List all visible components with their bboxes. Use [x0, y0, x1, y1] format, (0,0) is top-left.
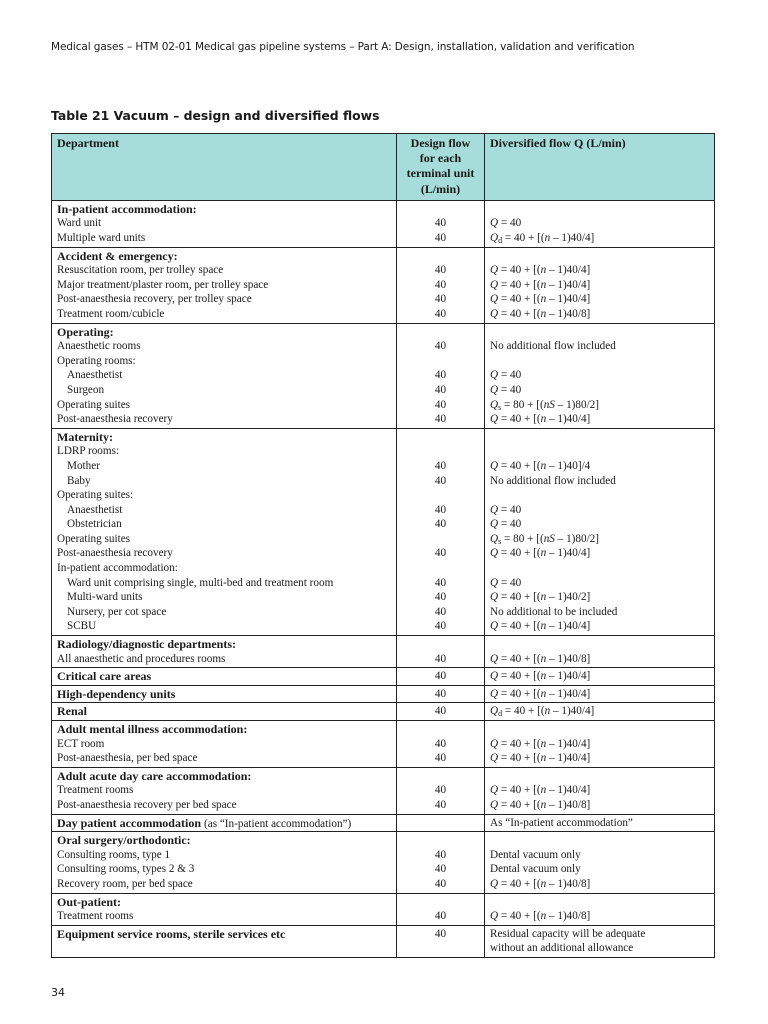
design-flow-value: 40 — [434, 518, 447, 531]
department-cell — [52, 636, 397, 668]
department-name: SCBU — [67, 620, 97, 633]
department-cell — [52, 814, 397, 832]
diversified-flow-value — [490, 561, 709, 576]
table-row — [52, 703, 715, 721]
column-header-diversified-flow: Diversified flow Q (L/min) — [485, 134, 715, 201]
design-flow-value: 40 — [434, 620, 447, 633]
diversified-flow-value: $Q_d = 40 + [(n - 1)40/4]$ — [490, 705, 595, 719]
diversified-flow-value: Q = 40 — [490, 217, 522, 230]
table-body — [52, 200, 715, 957]
department-name: Treatment rooms — [57, 784, 134, 797]
diversified-flow-value: Q = 40 — [490, 503, 522, 516]
design-flow-value: 40 — [434, 340, 447, 353]
diversified-flow-value: Q = 40 — [490, 576, 522, 589]
diversified-flow-value — [490, 488, 709, 503]
design-flow-value: 40 — [434, 670, 447, 683]
diversified-flow-cell — [485, 200, 715, 247]
diversified-flow-cell — [485, 323, 715, 428]
diversified-flow-value: Q = 40 — [490, 383, 522, 396]
design-flow-value — [402, 833, 479, 848]
diversified-flow-cell — [485, 247, 715, 323]
table-row — [52, 685, 715, 703]
table-row — [52, 925, 715, 957]
diversified-flow-value — [490, 444, 709, 459]
table-title: Table 21 Vacuum – design and diversified flows — [51, 108, 380, 123]
table-row — [52, 814, 715, 832]
diversified-flow-value: Q = 40 + [(n – 1)40/4] — [490, 293, 591, 306]
table-row — [52, 323, 715, 428]
diversified-flow-value: $Q_s = 80 + [(nS - 1)80/2]$ — [490, 398, 599, 412]
diversified-flow-cell — [485, 721, 715, 768]
table-row — [52, 832, 715, 893]
design-flow-value: 40 — [434, 605, 447, 618]
design-flow-value: 40 — [434, 576, 447, 589]
design-flow-value: 40 — [434, 278, 447, 291]
design-flow-value: 40 — [434, 232, 447, 244]
diversified-flow-value — [490, 354, 709, 369]
design-flow-cell — [397, 428, 485, 635]
department-group-title: Maternity: — [57, 429, 113, 444]
department-name: ECT room — [57, 737, 105, 750]
department-cell — [52, 668, 397, 686]
design-flow-cell — [397, 200, 485, 247]
diversified-flow-value: Residual capacity will be adequate — [490, 927, 646, 940]
diversified-flow-value: No additional flow included — [490, 340, 616, 353]
diversified-flow-value: Q = 40 + [(n – 1)40/4] — [490, 547, 591, 560]
department-group-title: Adult acute day care accommodation: — [57, 768, 252, 783]
design-flow-value: 40 — [434, 369, 447, 382]
design-flow-value — [402, 202, 479, 217]
diversified-flow-value — [490, 637, 709, 652]
department-group-title: In-patient accommodation: — [57, 201, 197, 216]
diversified-flow-value: Q = 40 + [(n – 1)40]/4 — [490, 459, 591, 472]
table-row — [52, 767, 715, 814]
design-flow-value — [402, 561, 479, 576]
design-flow-value — [402, 249, 479, 264]
department-group-title: Radiology/diagnostic departments: — [57, 637, 237, 652]
department-name: Anaesthetic rooms — [57, 340, 141, 353]
department-name: Treatment room/cubicle — [57, 307, 165, 320]
department-group-title: Equipment service rooms, sterile services etc — [57, 926, 286, 941]
diversified-flow-value: $Q_s = 80 + [(nS - 1)80/2]$ — [490, 532, 599, 546]
diversified-flow-cell — [485, 814, 715, 832]
department-name: Post-anaesthesia recovery per bed space — [57, 798, 237, 811]
department-name: Obstetrician — [67, 518, 122, 531]
design-flow-value: 40 — [434, 798, 447, 811]
design-flow-cell — [397, 685, 485, 703]
diversified-flow-value — [490, 895, 709, 910]
design-flow-value: 40 — [434, 503, 447, 516]
design-flow-value: 40 — [434, 398, 447, 411]
diversified-flow-value — [490, 833, 709, 848]
department-group-note: (as “In-patient accommodation”) — [204, 817, 352, 830]
design-flow-value: 40 — [434, 474, 447, 487]
design-flow-cell — [397, 247, 485, 323]
design-flow-value: 40 — [434, 547, 447, 560]
table-row — [52, 668, 715, 686]
department-name: Post-anaesthesia, per bed space — [57, 752, 198, 765]
design-flow-value: 40 — [434, 848, 447, 861]
department-name: Operating rooms: — [57, 354, 136, 367]
diversified-flow-value: Q = 40 + [(n – 1)40/8] — [490, 307, 591, 320]
design-flow-value — [402, 816, 479, 831]
department-name: All anaesthetic and procedures rooms — [57, 652, 226, 665]
table-row — [52, 721, 715, 768]
diversified-flow-value: Dental vacuum only — [490, 863, 581, 876]
department-group-title: Operating: — [57, 324, 114, 339]
department-group-title: Out-patient: — [57, 894, 121, 909]
department-name: Anaesthetist — [67, 503, 123, 516]
department-name: LDRP rooms: — [57, 445, 120, 458]
diversified-flow-cell — [485, 668, 715, 686]
diversified-flow-cell — [485, 703, 715, 721]
diversified-flow-value: Q = 40 + [(n – 1)40/8] — [490, 877, 591, 890]
design-flow-cell — [397, 832, 485, 893]
diversified-flow-value: Q = 40 — [490, 369, 522, 382]
diversified-flow-cell — [485, 636, 715, 668]
design-flow-cell — [397, 703, 485, 721]
diversified-flow-value: Q = 40 + [(n – 1)40/8] — [490, 652, 591, 665]
department-name: Treatment rooms — [57, 910, 134, 923]
department-cell — [52, 200, 397, 247]
design-flow-value — [402, 769, 479, 784]
table-row — [52, 247, 715, 323]
design-flow-value: 40 — [434, 264, 447, 277]
diversified-flow-value: As “In-patient accommodation” — [490, 816, 633, 829]
diversified-flow-value: Q = 40 + [(n – 1)40/4] — [490, 784, 591, 797]
design-flow-value: 40 — [434, 927, 447, 940]
design-flow-cell — [397, 893, 485, 925]
design-flow-cell — [397, 668, 485, 686]
department-group-title: Critical care areas — [57, 669, 152, 684]
diversified-flow-value: Q = 40 + [(n – 1)40/4] — [490, 264, 591, 277]
diversified-flow-value: Q = 40 + [(n – 1)40/4] — [490, 670, 591, 683]
department-name: Post-anaesthesia recovery, per trolley space — [57, 293, 252, 306]
diversified-flow-value — [490, 430, 709, 445]
design-flow-value: 40 — [434, 784, 447, 797]
design-flow-value: 40 — [434, 705, 447, 718]
design-flow-cell — [397, 323, 485, 428]
diversified-flow-value — [490, 769, 709, 784]
design-flow-value — [402, 488, 479, 503]
design-flow-value — [402, 354, 479, 369]
department-name: Surgeon — [67, 383, 105, 396]
department-name: Ward unit comprising single, multi-bed and treatment room — [67, 576, 334, 589]
diversified-flow-value: Q = 40 + [(n – 1)40/4] — [490, 620, 591, 633]
column-header-design-flow: Design flow for each terminal unit (L/min) — [397, 134, 485, 201]
table-row — [52, 893, 715, 925]
department-name: Consulting rooms, types 2 & 3 — [57, 863, 195, 876]
department-name: Multi-ward units — [67, 591, 143, 604]
design-flow-value: 40 — [434, 752, 447, 765]
department-name: Recovery room, per bed space — [57, 877, 193, 890]
department-name: Multiple ward units — [57, 232, 146, 244]
department-name: Nursery, per cot space — [67, 605, 167, 618]
diversified-flow-value: Q = 40 + [(n – 1)40/4] — [490, 278, 591, 291]
department-cell — [52, 247, 397, 323]
design-flow-cell — [397, 814, 485, 832]
department-name: Operating suites: — [57, 489, 134, 502]
diversified-flow-value: Q = 40 + [(n – 1)40/4] — [490, 737, 591, 750]
department-name: Consulting rooms, type 1 — [57, 848, 171, 861]
department-cell — [52, 428, 397, 635]
design-flow-value: 40 — [434, 652, 447, 665]
table-row — [52, 200, 715, 247]
department-group-title: High-dependency units — [57, 686, 176, 701]
design-flow-value: 40 — [434, 591, 447, 604]
department-name: Post-anaesthesia recovery — [57, 547, 173, 560]
diversified-flow-value: Q = 40 + [(n – 1)40/2] — [490, 591, 591, 604]
diversified-flow-value — [490, 325, 709, 340]
vacuum-flows-table — [51, 133, 715, 958]
design-flow-cell — [397, 721, 485, 768]
department-name: Ward unit — [57, 217, 102, 230]
design-flow-value: 40 — [434, 293, 447, 306]
department-group-title: Day patient accommodation (as “In-patient accommodation”) — [57, 815, 352, 830]
running-header: Medical gases – HTM 02-01 Medical gas pipeline systems – Part A: Design, installation, validation and verification — [51, 41, 635, 53]
table-header-row — [52, 134, 715, 201]
department-group-title: Renal — [57, 704, 87, 719]
department-group-title: Oral surgery/orthodontic: — [57, 833, 191, 848]
department-name: Resuscitation room, per trolley space — [57, 264, 224, 277]
department-name: Anaesthetist — [67, 369, 123, 382]
diversified-flow-value — [490, 202, 709, 217]
table-row — [52, 428, 715, 635]
department-cell — [52, 721, 397, 768]
diversified-flow-value: Q = 40 + [(n – 1)40/8] — [490, 910, 591, 923]
diversified-flow-cell — [485, 685, 715, 703]
design-flow-value — [402, 895, 479, 910]
page-number: 34 — [51, 986, 65, 999]
table-row — [52, 636, 715, 668]
diversified-flow-value: Q = 40 + [(n – 1)40/4] — [490, 687, 591, 700]
diversified-flow-value: $Q_d = 40 + [(n - 1)40/4]$ — [490, 232, 595, 245]
design-flow-value — [402, 532, 479, 547]
design-flow-value — [402, 444, 479, 459]
department-cell — [52, 925, 397, 957]
design-flow-value: 40 — [434, 217, 447, 230]
diversified-flow-value: Dental vacuum only — [490, 848, 581, 861]
department-cell — [52, 893, 397, 925]
design-flow-cell — [397, 767, 485, 814]
department-cell — [52, 703, 397, 721]
department-name: Major treatment/plaster room, per trolley space — [57, 278, 269, 291]
design-flow-value: 40 — [434, 307, 447, 320]
diversified-flow-cell — [485, 832, 715, 893]
design-flow-value — [402, 637, 479, 652]
department-name: Baby — [67, 474, 91, 487]
column-header-department: Department — [52, 134, 397, 201]
diversified-flow-value: No additional to be included — [490, 605, 618, 618]
department-cell — [52, 832, 397, 893]
diversified-flow-cell — [485, 428, 715, 635]
design-flow-value — [402, 722, 479, 737]
diversified-flow-value: Q = 40 — [490, 518, 522, 531]
design-flow-value — [402, 325, 479, 340]
department-cell — [52, 323, 397, 428]
diversified-flow-value — [490, 249, 709, 264]
design-flow-value — [402, 430, 479, 445]
design-flow-value: 40 — [434, 413, 447, 426]
design-flow-value: 40 — [434, 383, 447, 396]
design-flow-value: 40 — [434, 687, 447, 700]
department-name: Operating suites — [57, 532, 131, 545]
department-group-title: Accident & emergency: — [57, 248, 178, 263]
design-flow-value: 40 — [434, 737, 447, 750]
diversified-flow-value: Q = 40 + [(n – 1)40/4] — [490, 752, 591, 765]
design-flow-cell — [397, 925, 485, 957]
department-name: Post-anaesthesia recovery — [57, 413, 173, 426]
department-cell — [52, 767, 397, 814]
diversified-flow-cell — [485, 925, 715, 957]
design-flow-cell — [397, 636, 485, 668]
diversified-flow-value: Q = 40 + [(n – 1)40/4] — [490, 413, 591, 426]
design-flow-value: 40 — [434, 877, 447, 890]
department-name: Operating suites — [57, 398, 131, 411]
diversified-flow-value: without an additional allowance — [490, 942, 634, 955]
diversified-flow-cell — [485, 767, 715, 814]
diversified-flow-value — [490, 722, 709, 737]
department-cell — [52, 685, 397, 703]
department-group-title: Adult mental illness accommodation: — [57, 722, 248, 736]
design-flow-value: 40 — [434, 863, 447, 876]
design-flow-value: 40 — [434, 910, 447, 923]
department-name: In-patient accommodation: — [57, 562, 178, 575]
design-flow-value: 40 — [434, 459, 447, 472]
department-name: Mother — [67, 459, 100, 472]
diversified-flow-value: Q = 40 + [(n – 1)40/8] — [490, 798, 591, 811]
diversified-flow-cell — [485, 893, 715, 925]
diversified-flow-value: No additional flow included — [490, 474, 616, 487]
